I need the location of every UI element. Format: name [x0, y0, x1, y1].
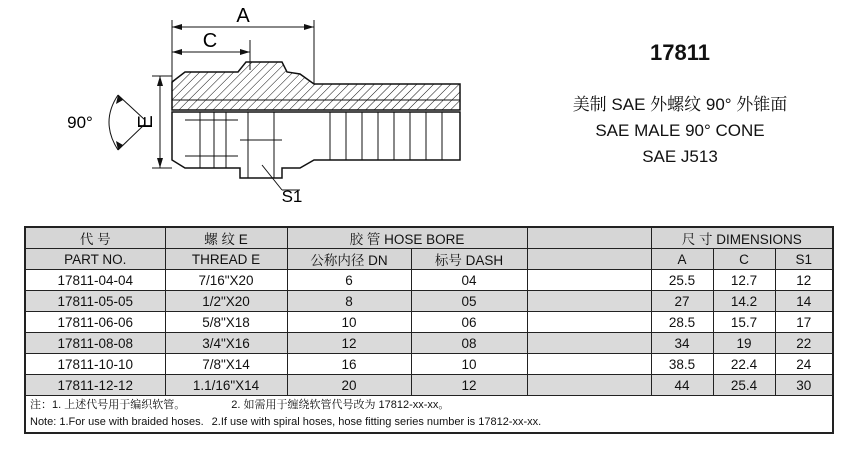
- cell-dn: 10: [287, 312, 411, 333]
- angle-label: 90°: [67, 113, 93, 132]
- cell-s1: 30: [775, 375, 833, 396]
- header-c: C: [713, 249, 775, 270]
- cell-empty: [527, 333, 651, 354]
- table-row: [25, 354, 833, 375]
- cell-thread: 1/2"X20: [165, 291, 287, 312]
- notes-cell: [25, 396, 833, 434]
- cell-c: 19: [713, 333, 775, 354]
- table-row: [25, 333, 833, 354]
- cell-a: 34: [651, 333, 713, 354]
- table-row: [25, 270, 833, 291]
- cell-thread: 7/8"X14: [165, 354, 287, 375]
- cell-dash: 04: [411, 270, 527, 291]
- cell-part: 17811-08-08: [25, 333, 165, 354]
- cell-a: 44: [651, 375, 713, 396]
- cell-dash: 06: [411, 312, 527, 333]
- cell-empty: [527, 270, 651, 291]
- cell-dn: 8: [287, 291, 411, 312]
- cell-dn: 6: [287, 270, 411, 291]
- cell-thread: 5/8"X18: [165, 312, 287, 333]
- cell-dn: 16: [287, 354, 411, 375]
- cell-empty: [527, 354, 651, 375]
- s1-label: S1: [281, 187, 303, 206]
- header-thread-e: THREAD E: [165, 249, 287, 270]
- cell-s1: 24: [775, 354, 833, 375]
- cell-a: 25.5: [651, 270, 713, 291]
- cell-a: 28.5: [651, 312, 713, 333]
- dim-a-label: A: [236, 5, 250, 27]
- dimension-c: [172, 30, 250, 70]
- note-en-1: Note: 1.For use with braided hoses.: [30, 416, 204, 428]
- notes-row: [25, 396, 833, 434]
- cell-empty: [527, 375, 651, 396]
- cell-empty: [527, 291, 651, 312]
- cell-c: 15.7: [713, 312, 775, 333]
- header-s1: S1: [775, 249, 833, 270]
- cell-s1: 14: [775, 291, 833, 312]
- header-empty: [527, 227, 651, 249]
- cell-s1: 22: [775, 333, 833, 354]
- fitting-body: [172, 62, 460, 206]
- table-row: [25, 291, 833, 312]
- cell-thread: 7/16"X20: [165, 270, 287, 291]
- note-cn-1: 注：1. 上述代号用于编织软管。: [30, 399, 186, 411]
- cell-c: 22.4: [713, 354, 775, 375]
- header-thread: 螺 纹 E: [165, 227, 287, 249]
- cell-thread: 3/4"X16: [165, 333, 287, 354]
- header-dn: 公称内径 DN: [287, 249, 411, 270]
- note-cn-2: 2. 如需用于缠绕软管代号改为 17812-xx-xx。: [231, 399, 450, 411]
- header-hose-bore: 胶 管 HOSE BORE: [287, 227, 527, 249]
- title-cn: 美制 SAE 外螺纹 90° 外锥面: [572, 95, 788, 114]
- header-a: A: [651, 249, 713, 270]
- title-standard: SAE J513: [642, 147, 718, 166]
- cell-thread: 1.1/16"X14: [165, 375, 287, 396]
- header-part-no: PART NO.: [25, 249, 165, 270]
- header-dash: 标号 DASH: [411, 249, 527, 270]
- note-en-2: 2.If use with spiral hoses, hose fitting series number is 17812-xx-xx.: [211, 416, 542, 428]
- header-dimensions: 尺 寸 DIMENSIONS: [651, 227, 833, 249]
- header-empty-2: [527, 249, 651, 270]
- cell-dn: 20: [287, 375, 411, 396]
- cell-c: 12.7: [713, 270, 775, 291]
- fitting-drawing: [0, 0, 540, 220]
- title-en: SAE MALE 90° CONE: [595, 121, 765, 140]
- cell-s1: 17: [775, 312, 833, 333]
- table-row: [25, 312, 833, 333]
- cone-angle: [67, 95, 145, 150]
- spec-table: [24, 226, 834, 434]
- header-code: 代 号: [25, 227, 165, 249]
- cell-c: 14.2: [713, 291, 775, 312]
- cell-part: 17811-05-05: [25, 291, 165, 312]
- model-number: 17811: [650, 40, 710, 65]
- cell-dn: 12: [287, 333, 411, 354]
- cell-dash: 10: [411, 354, 527, 375]
- table-row: [25, 375, 833, 396]
- cell-c: 25.4: [713, 375, 775, 396]
- cell-part: 17811-04-04: [25, 270, 165, 291]
- cell-part: 17811-10-10: [25, 354, 165, 375]
- cell-s1: 12: [775, 270, 833, 291]
- cell-part: 17811-12-12: [25, 375, 165, 396]
- cell-dash: 05: [411, 291, 527, 312]
- dim-e-label: E: [135, 115, 157, 129]
- cell-a: 27: [651, 291, 713, 312]
- dim-c-label: C: [202, 30, 218, 52]
- cell-part: 17811-06-06: [25, 312, 165, 333]
- cell-a: 38.5: [651, 354, 713, 375]
- title-block: [540, 40, 820, 170]
- cell-empty: [527, 312, 651, 333]
- cell-dash: 08: [411, 333, 527, 354]
- cell-dash: 12: [411, 375, 527, 396]
- dimension-e: [135, 76, 172, 168]
